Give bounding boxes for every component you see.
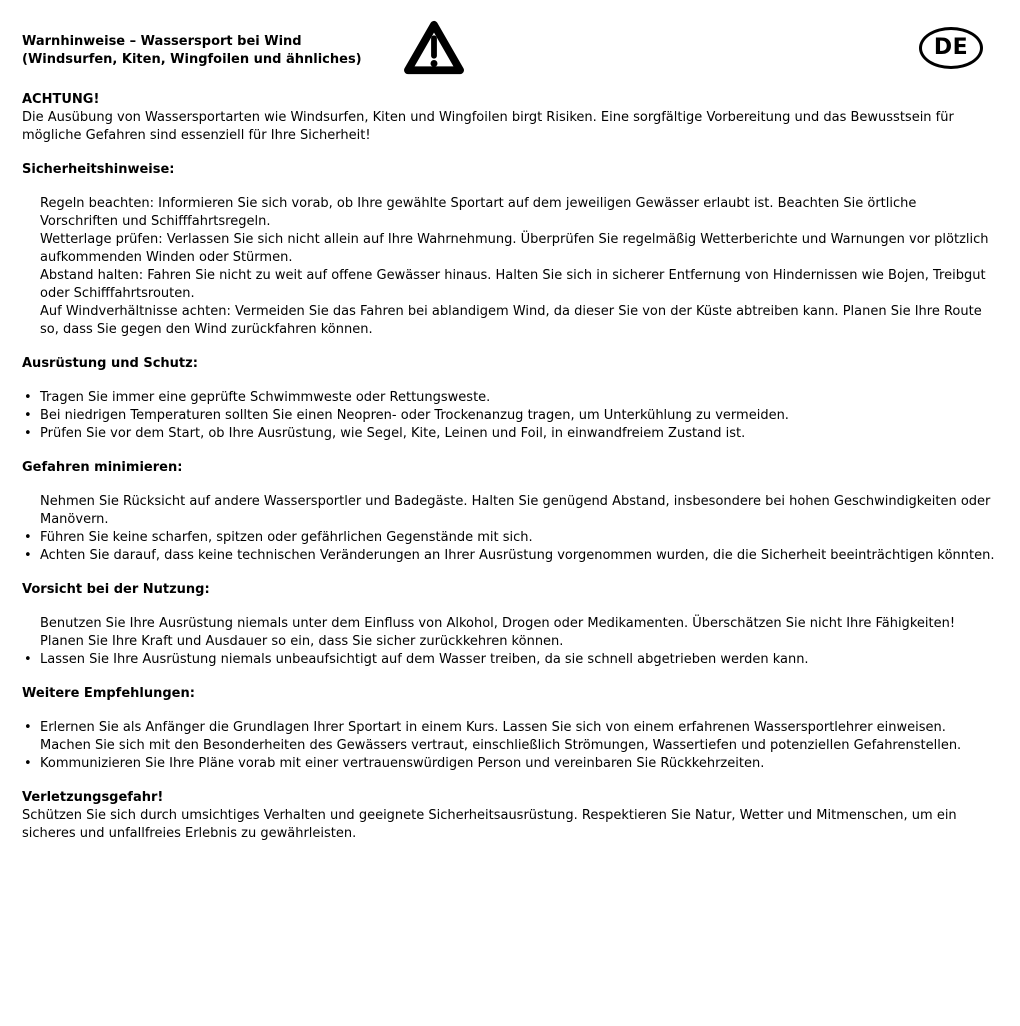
list-item — [22, 303, 995, 339]
list-item — [22, 755, 995, 773]
bullet-icon: • — [24, 756, 32, 771]
list-item-text: Führen Sie keine scharfen, spitzen oder gefährlichen Gegenstände mit sich. — [40, 530, 533, 545]
list-item-text: Regeln beachten: Informieren Sie sich vorab, ob Ihre gewählte Sportart auf dem jeweiligen Gewässer erlaubt ist. Beachten Sie örtliche Vorschriften und Schifffahrtsregeln. — [40, 196, 917, 229]
list-item — [22, 425, 995, 443]
list-item — [22, 195, 995, 231]
section-heading: Ausrüstung und Schutz: — [22, 356, 198, 371]
bullet-icon: • — [24, 390, 32, 405]
section-paragraph: Schützen Sie sich durch umsichtiges Verhalten und geeignete Sicherheitsausrüstung. Respektieren Sie Natur, Wetter und Mitmenschen, um ein sicheres und unfallfreies Erlebnis zu gewährleisten. — [22, 808, 957, 841]
list-item-text: Erlernen Sie als Anfänger die Grundlagen Ihrer Sportart in einem Kurs. Lassen Sie sich von einem erfahrenen Wassersportlehrer einweisen. — [40, 720, 946, 735]
section-heading: Sicherheitshinweise: — [22, 162, 175, 177]
list-item — [22, 547, 995, 565]
section-verletzungsgefahr — [22, 789, 995, 843]
language-badge — [919, 27, 983, 69]
list-item-text: Auf Windverhältnisse achten: Vermeiden Sie das Fahren bei ablandigem Wind, da dieser Sie von der Küste abtreiben kann. Planen Sie Ihre Route so, dass Sie gegen den Wind zurückfahren können. — [40, 304, 982, 337]
page-title-line2: (Windsurfen, Kiten, Wingfoilen und ähnliches) — [22, 52, 362, 67]
section-achtung — [22, 91, 995, 145]
page-title-line1: Warnhinweise – Wassersport bei Wind — [22, 34, 302, 49]
section-weitere-empfehlungen — [22, 685, 995, 773]
warning-triangle-icon — [403, 19, 465, 77]
document-header — [22, 0, 995, 75]
section-heading: Weitere Empfehlungen: — [22, 686, 195, 701]
list-item-text: Machen Sie sich mit den Besonderheiten des Gewässers vertraut, einschließlich Strömungen, Wassertiefen und potenziellen Gefahrenstellen. — [40, 738, 962, 753]
bullet-icon: • — [24, 426, 32, 441]
section-item-list — [22, 719, 995, 773]
list-item — [22, 231, 995, 267]
list-item-text: Abstand halten: Fahren Sie nicht zu weit auf offene Gewässer hinaus. Halten Sie sich in sicherer Entfernung von Hindernissen wie Bojen, Treibgut oder Schifffahrtsrouten. — [40, 268, 986, 301]
list-item — [22, 737, 995, 755]
section-ausruestung-und-schutz — [22, 355, 995, 443]
bullet-icon: • — [24, 548, 32, 563]
section-item-list — [22, 195, 995, 339]
section-vorsicht-bei-der-nutzung — [22, 581, 995, 669]
list-item-text: Wetterlage prüfen: Verlassen Sie sich nicht allein auf Ihre Wahrnehmung. Überprüfen Sie regelmäßig Wetterberichte und Warnungen vor plötzlich aufkommenden Winden oder Stürmen. — [40, 232, 989, 265]
list-item-text: Nehmen Sie Rücksicht auf andere Wassersportler und Badegäste. Halten Sie genügend Abstand, insbesondere bei hohen Geschwindigkeiten oder Manövern. — [40, 494, 991, 527]
section-heading: Verletzungsgefahr! — [22, 790, 164, 805]
bullet-icon: • — [24, 720, 32, 735]
section-item-list — [22, 389, 995, 443]
list-item-text: Benutzen Sie Ihre Ausrüstung niemals unter dem Einfluss von Alkohol, Drogen oder Medikamenten. Überschätzen Sie nicht Ihre Fähigkeiten! Planen Sie Ihre Kraft und Ausdauer so ein, dass Sie sicher zurückkehren können. — [40, 616, 956, 649]
section-item-list — [22, 615, 995, 669]
section-item-list — [22, 493, 995, 565]
list-item — [22, 267, 995, 303]
list-item-text: Bei niedrigen Temperaturen sollten Sie einen Neopren- oder Trockenanzug tragen, um Unterkühlung zu vermeiden. — [40, 408, 789, 423]
bullet-icon: • — [24, 530, 32, 545]
list-item — [22, 615, 995, 651]
section-heading: Vorsicht bei der Nutzung: — [22, 582, 210, 597]
section-paragraph: Die Ausübung von Wassersportarten wie Windsurfen, Kiten und Wingfoilen birgt Risiken. Eine sorgfältige Vorbereitung und das Bewusstsein für mögliche Gefahren sind essenziell für Ihre Sicherheit! — [22, 110, 954, 143]
page-title — [22, 33, 362, 69]
list-item-text: Kommunizieren Sie Ihre Pläne vorab mit einer vertrauenswürdigen Person und vereinbaren Sie Rückkehrzeiten. — [40, 756, 765, 771]
document-body — [22, 91, 995, 843]
section-gefahren-minimieren — [22, 459, 995, 565]
section-heading: Gefahren minimieren: — [22, 460, 183, 475]
section-sicherheitshinweise — [22, 161, 995, 339]
language-badge-label: DE — [933, 35, 969, 60]
list-item — [22, 719, 995, 737]
list-item-text: Prüfen Sie vor dem Start, ob Ihre Ausrüstung, wie Segel, Kite, Leinen und Foil, in einwandfreiem Zustand ist. — [40, 426, 746, 441]
list-item-text: Achten Sie darauf, dass keine technischen Veränderungen an Ihrer Ausrüstung vorgenommen wurden, die die Sicherheit beeinträchtigen könnten. — [40, 548, 995, 563]
list-item — [22, 389, 995, 407]
section-heading: ACHTUNG! — [22, 92, 100, 107]
list-item — [22, 493, 995, 529]
bullet-icon: • — [24, 652, 32, 667]
list-item-text: Tragen Sie immer eine geprüfte Schwimmweste oder Rettungsweste. — [40, 390, 491, 405]
list-item — [22, 407, 995, 425]
bullet-icon: • — [24, 408, 32, 423]
list-item-text: Lassen Sie Ihre Ausrüstung niemals unbeaufsichtigt auf dem Wasser treiben, da sie schnell abgetrieben werden kann. — [40, 652, 809, 667]
list-item — [22, 529, 995, 547]
list-item — [22, 651, 995, 669]
